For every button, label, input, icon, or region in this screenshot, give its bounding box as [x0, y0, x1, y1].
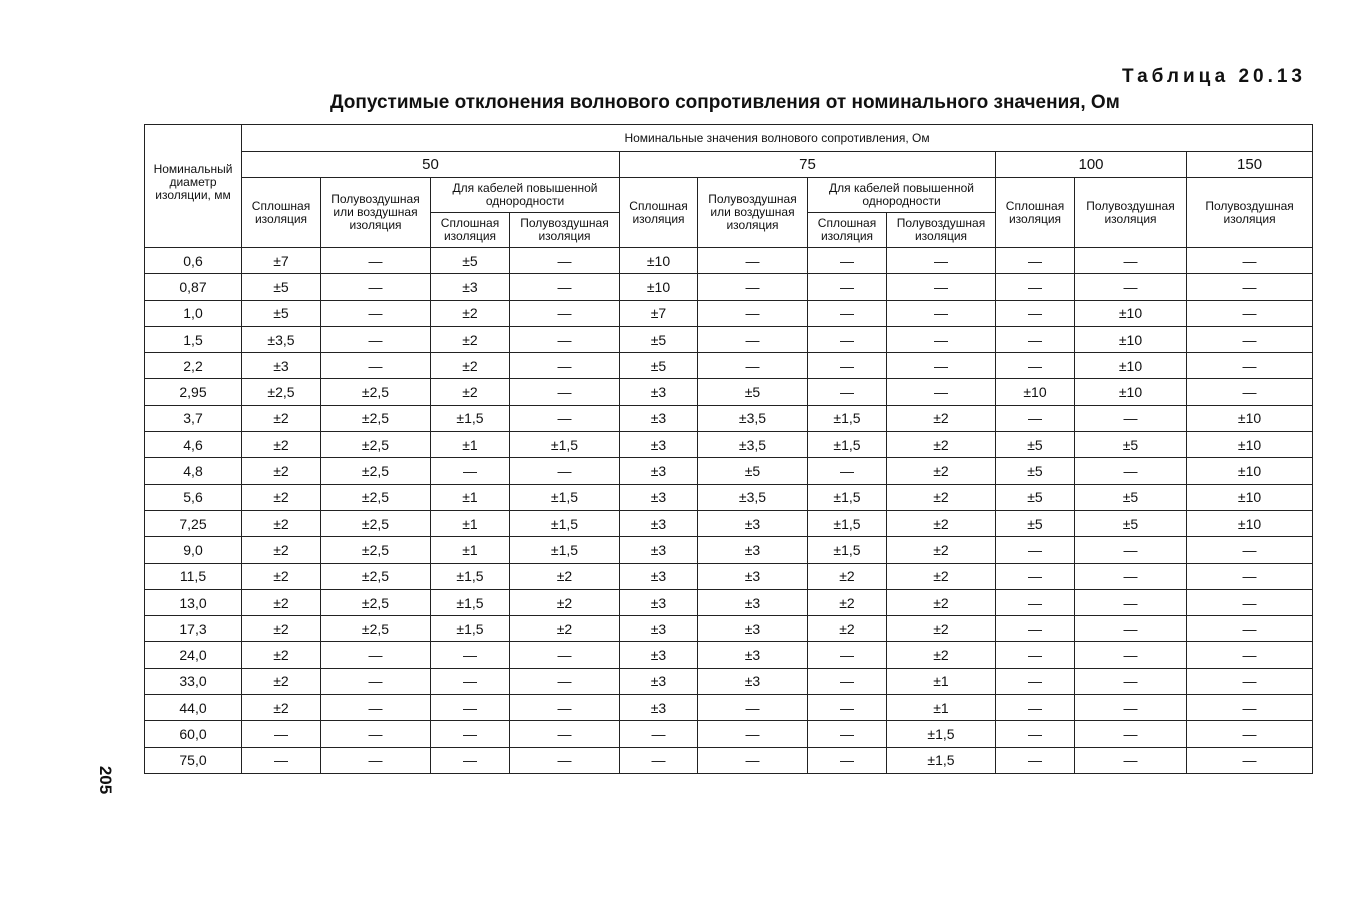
tolerance-cell: —	[510, 300, 620, 326]
tolerance-cell: —	[808, 642, 887, 668]
tolerance-cell: ±2	[242, 484, 321, 510]
tolerance-cell: ±3,5	[698, 432, 808, 458]
tolerance-cell: —	[431, 458, 510, 484]
tolerance-cell: —	[808, 248, 887, 274]
tolerance-cell: —	[887, 248, 996, 274]
tolerance-cell: ±3	[698, 510, 808, 536]
tolerance-cell: —	[510, 747, 620, 773]
tolerance-cell: ±2,5	[321, 458, 431, 484]
tolerance-cell: ±2	[808, 616, 887, 642]
diameter-cell: 1,0	[145, 300, 242, 326]
tolerance-cell: ±2	[887, 537, 996, 563]
tolerance-cell: ±10	[1187, 458, 1313, 484]
tolerance-cell: ±3	[620, 616, 698, 642]
page-number: 205	[96, 765, 115, 795]
tolerance-cell: ±2	[808, 589, 887, 615]
tolerance-cell: —	[1187, 537, 1313, 563]
tolerance-cell: ±3	[698, 616, 808, 642]
tolerance-cell: —	[1075, 616, 1187, 642]
table-row	[145, 405, 1313, 431]
tolerance-cell: ±1,5	[510, 432, 620, 458]
tolerance-cell: ±2	[887, 432, 996, 458]
tolerance-cell: ±1,5	[808, 432, 887, 458]
tolerance-cell: ±3	[620, 642, 698, 668]
col-header-75-hu-semi-air: Полувоздушная изоляция	[887, 213, 996, 248]
diameter-cell: 7,25	[145, 510, 242, 536]
tolerance-cell: —	[996, 589, 1075, 615]
tolerance-cell: ±2	[887, 458, 996, 484]
table-number-label: Таблица 20.13	[1121, 66, 1306, 87]
table-row	[145, 589, 1313, 615]
tolerance-cell: ±2,5	[321, 510, 431, 536]
tolerance-cell: ±2	[242, 432, 321, 458]
tolerance-cell: —	[996, 616, 1075, 642]
table-row	[145, 379, 1313, 405]
tolerance-cell: —	[1187, 379, 1313, 405]
tolerance-cell: —	[996, 668, 1075, 694]
tolerance-cell: ±2	[510, 589, 620, 615]
tolerance-cell: —	[1075, 695, 1187, 721]
tolerance-cell: ±10	[1187, 432, 1313, 458]
tolerance-cell: ±5	[996, 484, 1075, 510]
tolerance-cell: —	[1187, 300, 1313, 326]
tolerance-cell: ±2	[242, 405, 321, 431]
tolerance-cell: ±2	[242, 695, 321, 721]
tolerance-cell: ±3,5	[698, 405, 808, 431]
tolerance-cell: ±2	[431, 300, 510, 326]
table-row	[145, 721, 1313, 747]
diameter-cell: 0,87	[145, 274, 242, 300]
tolerance-cell: —	[808, 747, 887, 773]
tolerance-cell: —	[698, 721, 808, 747]
tolerance-cell: ±3	[620, 563, 698, 589]
tolerance-cell: ±5	[620, 326, 698, 352]
col-header-75-high-uniformity: Для кабелей повышенной однородности	[808, 178, 996, 213]
tolerance-cell: ±5	[996, 458, 1075, 484]
tolerance-cell: —	[431, 642, 510, 668]
tolerance-cell: —	[510, 642, 620, 668]
table-row	[145, 248, 1313, 274]
tolerance-cell: —	[1075, 721, 1187, 747]
tolerance-cell: —	[510, 326, 620, 352]
tolerance-cell: —	[996, 300, 1075, 326]
tolerance-cell: ±1	[431, 484, 510, 510]
table-row	[145, 616, 1313, 642]
tolerance-cell: —	[996, 353, 1075, 379]
tolerance-cell: ±2,5	[321, 563, 431, 589]
tolerance-cell: —	[698, 326, 808, 352]
col-header-75-semi-air: Полувоздушная или воздушная изоляция	[698, 178, 808, 248]
tolerance-cell: —	[321, 721, 431, 747]
tolerance-cell: ±3	[620, 484, 698, 510]
table-header	[145, 125, 1313, 248]
table-row	[145, 300, 1313, 326]
diameter-cell: 1,5	[145, 326, 242, 352]
tolerance-cell: ±2,5	[321, 589, 431, 615]
tolerance-cell: —	[996, 695, 1075, 721]
tolerance-cell: —	[1187, 274, 1313, 300]
tolerance-cell: —	[321, 274, 431, 300]
tolerance-cell: —	[1075, 537, 1187, 563]
tolerance-cell: —	[1187, 248, 1313, 274]
tolerance-cell: ±1	[887, 668, 996, 694]
diameter-cell: 2,2	[145, 353, 242, 379]
tolerance-cell: ±3	[620, 537, 698, 563]
tolerance-cell: ±2	[431, 326, 510, 352]
tolerance-cell: —	[808, 458, 887, 484]
tolerance-cell: ±3	[698, 589, 808, 615]
tolerance-cell: ±1,5	[431, 616, 510, 642]
tolerance-cell: ±1,5	[431, 405, 510, 431]
tolerance-cell: —	[808, 668, 887, 694]
header-nominal-impedance: Номинальные значения волнового сопротивления, Ом	[242, 125, 1313, 152]
tolerance-cell: —	[1075, 589, 1187, 615]
table-row	[145, 668, 1313, 694]
tolerance-cell: ±2,5	[242, 379, 321, 405]
tolerance-cell: —	[510, 721, 620, 747]
table-title: Допустимые отклонения волнового сопротивления от номинального значения, Ом	[330, 92, 1120, 113]
tolerance-cell: ±1,5	[887, 747, 996, 773]
tolerance-cell: ±3	[620, 432, 698, 458]
tolerance-cell: —	[1075, 747, 1187, 773]
tolerance-cell: ±2	[242, 458, 321, 484]
diameter-cell: 0,6	[145, 248, 242, 274]
tolerance-cell: ±2	[431, 379, 510, 405]
tolerance-cell: ±1,5	[808, 484, 887, 510]
tolerance-cell: ±1,5	[510, 537, 620, 563]
tolerance-cell: —	[698, 300, 808, 326]
tolerance-cell: —	[996, 405, 1075, 431]
tolerance-cell: ±1	[431, 432, 510, 458]
tolerance-cell: ±2	[887, 616, 996, 642]
col-header-150-semi-air: Полувоздушная изоляция	[1187, 178, 1313, 248]
tolerance-cell: —	[808, 326, 887, 352]
diameter-cell: 24,0	[145, 642, 242, 668]
tolerance-cell: ±5	[620, 353, 698, 379]
diameter-cell: 44,0	[145, 695, 242, 721]
col-header-100-solid: Сплошная изоляция	[996, 178, 1075, 248]
tolerance-cell: ±1,5	[431, 589, 510, 615]
col-header-50-semi-air: Полувоздушная или воздушная изоляция	[321, 178, 431, 248]
table-body	[145, 248, 1313, 774]
tolerance-cell: ±2	[242, 537, 321, 563]
tolerance-cell: ±2	[242, 668, 321, 694]
col-header-50-hu-solid: Сплошная изоляция	[431, 213, 510, 248]
tolerance-cell: —	[887, 300, 996, 326]
tolerance-cell: ±3	[698, 668, 808, 694]
tolerance-cell: ±1	[887, 695, 996, 721]
diameter-cell: 13,0	[145, 589, 242, 615]
tolerance-cell: ±2	[887, 642, 996, 668]
tolerance-cell: —	[887, 326, 996, 352]
tolerance-cell: ±10	[1187, 484, 1313, 510]
tolerance-cell: —	[321, 353, 431, 379]
tolerance-cell: —	[698, 747, 808, 773]
tolerance-cell: ±10	[1187, 510, 1313, 536]
tolerance-cell: —	[431, 695, 510, 721]
tolerance-cell: ±7	[242, 248, 321, 274]
tolerance-cell: —	[242, 747, 321, 773]
table-row	[145, 432, 1313, 458]
tolerance-cell: ±2	[510, 563, 620, 589]
table-row	[145, 510, 1313, 536]
table-row	[145, 353, 1313, 379]
tolerance-cell: ±1,5	[431, 563, 510, 589]
col-header-75-hu-solid: Сплошная изоляция	[808, 213, 887, 248]
tolerance-cell: ±5	[1075, 432, 1187, 458]
tolerance-cell: ±1,5	[887, 721, 996, 747]
tolerance-cell: —	[1075, 563, 1187, 589]
col-header-50-high-uniformity: Для кабелей повышенной однородности	[431, 178, 620, 213]
tolerance-cell: —	[996, 747, 1075, 773]
tolerance-cell: ±5	[996, 510, 1075, 536]
tolerance-cell: —	[887, 353, 996, 379]
tolerance-cell: —	[996, 248, 1075, 274]
tolerance-cell: ±1,5	[510, 510, 620, 536]
tolerance-cell: ±1,5	[808, 405, 887, 431]
tolerance-table	[144, 124, 1313, 774]
tolerance-cell: ±10	[1075, 300, 1187, 326]
diameter-cell: 60,0	[145, 721, 242, 747]
tolerance-cell: ±10	[620, 248, 698, 274]
tolerance-cell: —	[1075, 274, 1187, 300]
tolerance-cell: ±1,5	[808, 510, 887, 536]
table-row	[145, 642, 1313, 668]
tolerance-cell: ±5	[1075, 484, 1187, 510]
tolerance-cell: —	[698, 274, 808, 300]
tolerance-cell: ±5	[242, 300, 321, 326]
tolerance-cell: —	[510, 458, 620, 484]
col-header-50-solid: Сплошная изоляция	[242, 178, 321, 248]
tolerance-cell: —	[808, 353, 887, 379]
tolerance-cell: —	[1187, 721, 1313, 747]
diameter-cell: 33,0	[145, 668, 242, 694]
table-row	[145, 695, 1313, 721]
tolerance-cell: ±3	[431, 274, 510, 300]
tolerance-cell: —	[431, 721, 510, 747]
tolerance-cell: ±3	[620, 510, 698, 536]
tolerance-cell: ±3	[620, 589, 698, 615]
tolerance-cell: ±2,5	[321, 432, 431, 458]
tolerance-cell: ±10	[1075, 326, 1187, 352]
group-header-50: 50	[242, 152, 620, 178]
tolerance-cell: ±2	[242, 642, 321, 668]
tolerance-cell: ±10	[1075, 379, 1187, 405]
tolerance-cell: —	[996, 537, 1075, 563]
tolerance-cell: ±5	[698, 458, 808, 484]
tolerance-cell: ±2	[242, 616, 321, 642]
tolerance-cell: —	[510, 405, 620, 431]
tolerance-cell: —	[1187, 642, 1313, 668]
tolerance-cell: —	[996, 721, 1075, 747]
tolerance-cell: —	[808, 379, 887, 405]
tolerance-cell: —	[1075, 248, 1187, 274]
tolerance-cell: —	[321, 326, 431, 352]
tolerance-cell: —	[510, 695, 620, 721]
tolerance-cell: ±1,5	[510, 484, 620, 510]
group-header-75: 75	[620, 152, 996, 178]
tolerance-cell: —	[620, 721, 698, 747]
diameter-cell: 4,8	[145, 458, 242, 484]
diameter-cell: 3,7	[145, 405, 242, 431]
tolerance-cell: ±3	[620, 458, 698, 484]
tolerance-cell: ±10	[620, 274, 698, 300]
tolerance-cell: ±2	[887, 484, 996, 510]
tolerance-cell: ±3	[698, 563, 808, 589]
tolerance-cell: —	[1187, 326, 1313, 352]
tolerance-cell: ±10	[996, 379, 1075, 405]
tolerance-cell: —	[321, 747, 431, 773]
tolerance-cell: —	[321, 300, 431, 326]
tolerance-cell: ±1	[431, 510, 510, 536]
col-header-75-solid: Сплошная изоляция	[620, 178, 698, 248]
tolerance-cell: —	[698, 248, 808, 274]
tolerance-cell: ±3	[620, 379, 698, 405]
tolerance-cell: ±5	[698, 379, 808, 405]
tolerance-cell: —	[1187, 563, 1313, 589]
table-row	[145, 537, 1313, 563]
tolerance-cell: —	[321, 668, 431, 694]
tolerance-cell: —	[1075, 458, 1187, 484]
tolerance-cell: ±3	[620, 668, 698, 694]
tolerance-cell: —	[996, 326, 1075, 352]
table-row	[145, 458, 1313, 484]
group-header-150: 150	[1187, 152, 1313, 178]
tolerance-cell: —	[808, 695, 887, 721]
tolerance-cell: ±2	[431, 353, 510, 379]
tolerance-cell: ±1,5	[808, 537, 887, 563]
table-row	[145, 484, 1313, 510]
tolerance-cell: —	[321, 248, 431, 274]
tolerance-cell: ±3	[698, 642, 808, 668]
tolerance-cell: —	[1187, 668, 1313, 694]
tolerance-cell: —	[1187, 353, 1313, 379]
diameter-cell: 2,95	[145, 379, 242, 405]
tolerance-cell: —	[510, 668, 620, 694]
tolerance-cell: —	[1187, 616, 1313, 642]
tolerance-cell: ±2,5	[321, 484, 431, 510]
tolerance-cell: ±3	[620, 405, 698, 431]
tolerance-cell: —	[887, 379, 996, 405]
tolerance-cell: ±2	[510, 616, 620, 642]
tolerance-cell: —	[431, 668, 510, 694]
tolerance-cell: ±10	[1075, 353, 1187, 379]
tolerance-cell: —	[431, 747, 510, 773]
tolerance-cell: —	[1187, 695, 1313, 721]
diameter-cell: 75,0	[145, 747, 242, 773]
tolerance-cell: ±2,5	[321, 405, 431, 431]
col-header-50-hu-semi-air: Полувоздушная изоляция	[510, 213, 620, 248]
tolerance-cell: —	[1075, 668, 1187, 694]
tolerance-cell: —	[1187, 589, 1313, 615]
tolerance-cell: ±3	[242, 353, 321, 379]
tolerance-cell: ±10	[1187, 405, 1313, 431]
tolerance-cell: —	[510, 248, 620, 274]
tolerance-cell: —	[1187, 747, 1313, 773]
tolerance-cell: —	[996, 563, 1075, 589]
table-row	[145, 747, 1313, 773]
tolerance-cell: —	[620, 747, 698, 773]
tolerance-cell: ±2,5	[321, 379, 431, 405]
diameter-cell: 4,6	[145, 432, 242, 458]
tolerance-cell: —	[808, 274, 887, 300]
tolerance-cell: ±5	[1075, 510, 1187, 536]
table-row	[145, 326, 1313, 352]
tolerance-cell: —	[698, 695, 808, 721]
tolerance-cell: ±3,5	[698, 484, 808, 510]
tolerance-cell: ±2	[887, 563, 996, 589]
tolerance-cell: ±2	[808, 563, 887, 589]
tolerance-cell: —	[321, 695, 431, 721]
tolerance-cell: ±5	[242, 274, 321, 300]
tolerance-cell: —	[510, 274, 620, 300]
tolerance-cell: —	[996, 274, 1075, 300]
tolerance-cell: ±2	[242, 589, 321, 615]
table-row	[145, 563, 1313, 589]
tolerance-cell: ±3	[698, 537, 808, 563]
tolerance-cell: ±1	[431, 537, 510, 563]
tolerance-cell: ±2,5	[321, 616, 431, 642]
tolerance-cell: ±2	[242, 510, 321, 536]
diameter-cell: 11,5	[145, 563, 242, 589]
tolerance-cell: —	[996, 642, 1075, 668]
tolerance-cell: ±7	[620, 300, 698, 326]
group-header-100: 100	[996, 152, 1187, 178]
tolerance-cell: ±3,5	[242, 326, 321, 352]
tolerance-cell: ±2,5	[321, 537, 431, 563]
diameter-cell: 9,0	[145, 537, 242, 563]
tolerance-cell: ±2	[887, 589, 996, 615]
diameter-cell: 17,3	[145, 616, 242, 642]
table-row	[145, 274, 1313, 300]
diameter-cell: 5,6	[145, 484, 242, 510]
tolerance-cell: —	[510, 353, 620, 379]
tolerance-cell: ±2	[887, 510, 996, 536]
tolerance-cell: ±2	[887, 405, 996, 431]
tolerance-cell: —	[808, 300, 887, 326]
tolerance-cell: ±2	[242, 563, 321, 589]
tolerance-cell: —	[510, 379, 620, 405]
tolerance-cell: —	[242, 721, 321, 747]
tolerance-cell: —	[1075, 405, 1187, 431]
col-header-100-semi-air: Полувоздушная изоляция	[1075, 178, 1187, 248]
tolerance-cell: ±3	[620, 695, 698, 721]
tolerance-cell: ±5	[431, 248, 510, 274]
tolerance-cell: —	[808, 721, 887, 747]
row-header-diameter: Номинальный диаметр изоляции, мм	[145, 125, 242, 248]
tolerance-cell: —	[887, 274, 996, 300]
tolerance-cell: —	[321, 642, 431, 668]
tolerance-cell: —	[1075, 642, 1187, 668]
tolerance-cell: —	[698, 353, 808, 379]
tolerance-cell: ±5	[996, 432, 1075, 458]
